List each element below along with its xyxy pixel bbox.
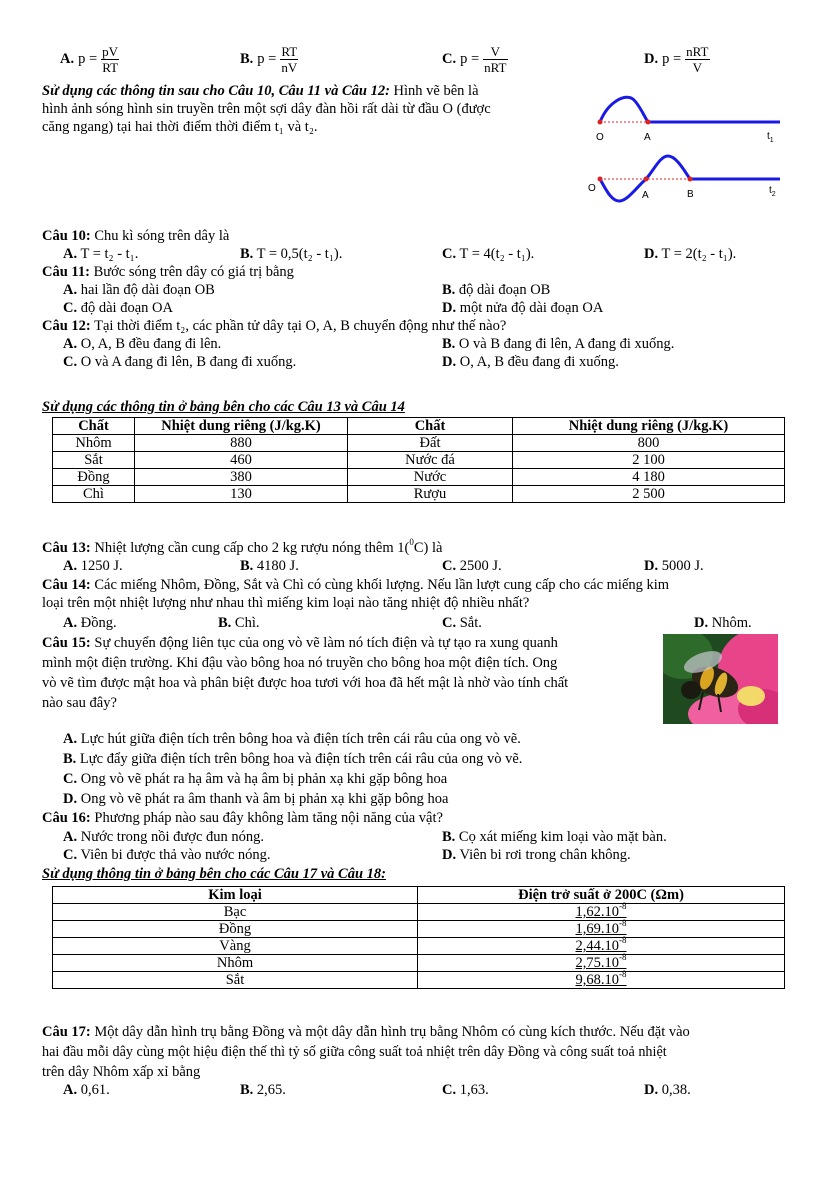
q16-option-a: [63, 829, 264, 846]
table-cell: Chì: [53, 486, 135, 503]
option-text: Lực đẩy giữa điện tích trên bông hoa và điện tích trên cái râu của ong vò vẽ.: [76, 751, 523, 767]
formula-lhs: p =: [460, 51, 480, 67]
q13-option-d: [644, 558, 704, 575]
option-text: một nửa độ dài đoạn OA: [456, 300, 604, 316]
intro-10-12-line3: căng ngang) tại hai thời điểm thời điểm t₁ và t₂.: [42, 119, 318, 135]
table-row: [53, 435, 785, 452]
option-label: B.: [442, 282, 456, 298]
option-label: C.: [442, 558, 457, 574]
q13-option-c: [442, 558, 502, 575]
resistivity-table: [52, 886, 785, 989]
q11-option-b: [442, 282, 550, 299]
question-text: Một dây dẫn hình trụ bằng Đồng và một dây dẫn hình trụ bằng Nhôm có cùng kích thước. Nếu đặt vào: [90, 1024, 690, 1040]
table-cell: 4 180: [513, 469, 785, 486]
option-label: D.: [644, 1082, 659, 1098]
option-label: C.: [442, 51, 457, 67]
option-text: T = 2(t₂ - t₁).: [658, 246, 737, 262]
table-cell: 800: [513, 435, 785, 452]
label-o-t1: O: [596, 132, 604, 143]
header-cell: Chất: [348, 418, 513, 435]
table-row: [53, 469, 785, 486]
option-label: D.: [63, 791, 78, 807]
question-text: Bước sóng trên dây có giá trị bằng: [89, 264, 294, 280]
option-label: A.: [63, 336, 78, 352]
formula-lhs: p =: [257, 51, 277, 67]
q15-option-d: [63, 791, 448, 808]
q14-option-b: [218, 615, 260, 632]
option-label: A.: [63, 829, 78, 845]
mantissa: 1,62.10: [575, 904, 619, 920]
resistivity-value: [575, 969, 627, 988]
intro-10-12-line1: [42, 83, 479, 100]
option-text: độ dài đoạn OB: [455, 282, 551, 298]
option-text: Nước trong nồi được đun nóng.: [77, 829, 265, 845]
question-label: Câu 16:: [42, 810, 91, 826]
question-text: Chu kì sóng trên dây là: [90, 228, 230, 244]
option-text: Ong vò vẽ phát ra hạ âm và hạ âm bị phản xạ khi gặp bông hoa: [77, 771, 448, 787]
q17-stem-line3: trên dây Nhôm xấp xỉ bằng: [42, 1064, 201, 1080]
table-cell: [418, 918, 785, 938]
question-label: Câu 14:: [42, 577, 91, 593]
option-text: Ong vò vẽ phát ra âm thanh và âm bị phản xạ khi gặp bông hoa: [77, 791, 449, 807]
intro-17-18: Sử dụng thông tin ở bảng bên cho các Câu 17 và Câu 18:: [42, 866, 386, 882]
q17-option-c: [442, 1082, 489, 1099]
wave-diagram: [580, 90, 790, 210]
q13-option-a: [63, 558, 123, 575]
option-text: Viên bi rơi trong chân không.: [456, 847, 631, 863]
denominator: nRT: [484, 60, 507, 75]
table-cell: Nhôm: [53, 955, 418, 972]
point-b-t2: [688, 177, 693, 182]
specific-heat-table: [52, 417, 785, 503]
option-text: T = 4(t₂ - t₁).: [456, 246, 535, 262]
header-cell: Điện trở suất ở 200C (Ωm): [418, 887, 785, 904]
q14-option-d: [694, 615, 752, 632]
table-cell: Vàng: [53, 938, 418, 955]
q17-stem-line1: [42, 1024, 690, 1041]
point-a-t1: [646, 120, 651, 125]
table-row: [53, 955, 785, 972]
header-cell: Nhiệt dung riêng (J/kg.K): [513, 418, 785, 435]
question-text: Nhiệt lượng cần cung cấp cho 2 kg rượu nóng thêm 1(: [90, 540, 410, 556]
table-row: [53, 452, 785, 469]
option-text: O và B đang đi lên, A đang đi xuống.: [455, 336, 675, 352]
option-label: B.: [218, 615, 232, 631]
q17-stem-line2: hai đầu mỗi dây cùng một hiệu điện thế thì tỷ số giữa công suất toả nhiệt trên dây Đồng và công suất toả nhiệt: [42, 1044, 667, 1060]
question-text: Các miếng Nhôm, Đồng, Sắt và Chì có cùng khối lượng. Nếu lần lượt cung cấp cho các miếng kim: [90, 577, 670, 593]
option-label: B.: [240, 246, 254, 262]
label-o-t2: O: [588, 183, 596, 194]
option-label: D.: [442, 300, 457, 316]
question-text: Phương pháp nào sau đây không làm tăng nội năng của vật?: [90, 810, 443, 826]
table-cell: [418, 969, 785, 989]
option-label: C.: [442, 246, 457, 262]
exponent: -8: [619, 969, 627, 980]
option-label: A.: [63, 558, 78, 574]
q16-option-b: [442, 829, 667, 846]
table-cell: Sắt: [53, 972, 418, 989]
table-cell: 880: [135, 435, 348, 452]
question-text: Tại thời điểm t₂, các phần tử dây tại O, A, B chuyển động như thế nào?: [90, 318, 507, 334]
option-label: D.: [442, 847, 457, 863]
q17-option-b: [240, 1082, 286, 1099]
label-a-t2: A: [642, 190, 649, 201]
q16-option-c: [63, 847, 271, 864]
q15-stem-line2: mình một điện trường. Khi đậu vào bông hoa nó truyền cho bông hoa một điện tích. Ong: [42, 655, 558, 671]
point-a-t2: [644, 177, 649, 182]
question-text: Sự chuyển động liên tục của ong vò vẽ làm nó tích điện và tự tạo ra xung quanh: [90, 635, 558, 651]
q9-option-d: [644, 44, 710, 75]
table-cell: 2 500: [513, 486, 785, 503]
option-label: B.: [442, 336, 456, 352]
table-cell: Nước: [348, 469, 513, 486]
option-text: 4180 J.: [253, 558, 299, 574]
table-cell: [418, 952, 785, 972]
q12-option-c: [63, 354, 296, 371]
q11-stem: [42, 264, 294, 281]
table-cell: Rượu: [348, 486, 513, 503]
label-a-t1: A: [644, 132, 651, 143]
option-label: A.: [63, 731, 78, 747]
option-text: Lực hút giữa điện tích trên bông hoa và điện tích trên cái râu của ong vò vẽ.: [77, 731, 521, 747]
table-row: [53, 921, 785, 938]
option-label: B.: [240, 51, 254, 67]
formula-lhs: p =: [78, 51, 98, 67]
option-label: A.: [63, 615, 78, 631]
q9-option-a: [60, 44, 119, 75]
wave-t1: [600, 97, 780, 122]
q10-option-d: [644, 246, 736, 263]
option-text: 0,61.: [77, 1082, 110, 1098]
q10-option-a: [63, 246, 138, 263]
label-t1: [767, 131, 774, 144]
table-row: [53, 904, 785, 921]
bee-on-flower-image: [663, 634, 778, 724]
table-cell: Đồng: [53, 921, 418, 938]
option-label: B.: [240, 558, 254, 574]
denominator: RT: [102, 60, 119, 75]
option-label: A.: [63, 246, 78, 262]
option-label: D.: [694, 615, 709, 631]
q16-option-d: [442, 847, 631, 864]
option-label: D.: [644, 51, 659, 67]
q9-option-c: [442, 44, 508, 75]
header-cell: Nhiệt dung riêng (J/kg.K): [135, 418, 348, 435]
formula-lhs: p =: [662, 51, 682, 67]
table-cell: Đất: [348, 435, 513, 452]
fraction: [685, 44, 709, 75]
option-text: Viên bi được thả vào nước nóng.: [77, 847, 271, 863]
option-text: 5000 J.: [658, 558, 704, 574]
numerator: pV: [102, 44, 119, 59]
q14-option-c: [442, 615, 482, 632]
denominator: nV: [281, 60, 298, 75]
option-label: A.: [60, 51, 75, 67]
question-label: Câu 12:: [42, 318, 91, 334]
option-text: Nhôm.: [708, 615, 752, 631]
option-label: B.: [240, 1082, 254, 1098]
q13-stem: [42, 537, 443, 557]
option-label: C.: [63, 847, 78, 863]
table-cell: Nhôm: [53, 435, 135, 452]
q15-stem-line1: [42, 635, 558, 652]
intro-rest: Hình vẽ bên là: [389, 83, 479, 99]
q17-option-d: [644, 1082, 691, 1099]
option-text: Sắt.: [456, 615, 482, 631]
mantissa: 2,44.10: [575, 938, 619, 954]
q15-stem-line3: vò vẽ tìm được mật hoa và phân biệt được hoa tươi với hoa đã hết mật là nhờ vào tính chất: [42, 675, 569, 691]
exponent: -8: [619, 935, 627, 946]
table-cell: [418, 901, 785, 921]
option-text: 2500 J.: [456, 558, 502, 574]
table-cell: Bạc: [53, 904, 418, 921]
option-label: A.: [63, 282, 78, 298]
table-row: [53, 972, 785, 989]
option-label: D.: [442, 354, 457, 370]
option-text: T = t₂ - t₁.: [77, 246, 139, 262]
question-label: Câu 17:: [42, 1024, 91, 1040]
q10-stem: [42, 228, 229, 245]
q16-stem: [42, 810, 443, 827]
q17-option-a: [63, 1082, 110, 1099]
fraction: [483, 44, 507, 75]
option-text: T = 0,5(t₂ - t₁).: [253, 246, 343, 262]
label-b-t2: B: [687, 189, 694, 200]
table-cell: 130: [135, 486, 348, 503]
table-header-row: [53, 418, 785, 435]
q14-option-a: [63, 615, 117, 632]
q15-option-b: [63, 751, 522, 768]
numerator: V: [483, 44, 507, 60]
option-text: 0,38.: [658, 1082, 691, 1098]
fraction: [280, 44, 298, 75]
option-text: 2,65.: [253, 1082, 286, 1098]
option-label: C.: [442, 1082, 457, 1098]
option-label: B.: [63, 751, 77, 767]
q11-option-d: [442, 300, 603, 317]
option-label: D.: [644, 246, 659, 262]
intro-13-14: Sử dụng các thông tin ở bảng bên cho các Câu 13 và Câu 14: [42, 399, 405, 415]
exponent: -8: [619, 952, 627, 963]
option-text: 1250 J.: [77, 558, 123, 574]
mantissa: 9,68.10: [575, 972, 619, 988]
numerator: RT: [281, 44, 298, 59]
q14-stem-line2: loại trên một nhiệt lượng như nhau thì miếng kim loại nào tăng nhiệt độ nhiều nhất?: [42, 595, 530, 611]
q15-stem-line4: nào sau đây?: [42, 695, 117, 711]
point-o-t2: [598, 177, 603, 182]
exponent: -8: [619, 901, 627, 912]
option-label: C.: [63, 354, 78, 370]
table-row: [53, 486, 785, 503]
option-label: C.: [63, 771, 78, 787]
q12-option-b: [442, 336, 674, 353]
q12-option-d: [442, 354, 619, 371]
table-cell: Sắt: [53, 452, 135, 469]
label-t2: [769, 185, 776, 198]
q9-option-b: [240, 44, 298, 75]
label-t2-letter: t: [769, 185, 772, 196]
q10-option-b: [240, 246, 342, 263]
question-label: Câu 15:: [42, 635, 91, 651]
header-cell: Chất: [53, 418, 135, 435]
table-header-row: [53, 887, 785, 904]
table-cell: [418, 935, 785, 955]
option-text: Cọ xát miếng kim loại vào mặt bàn.: [455, 829, 667, 845]
option-text: O và A đang đi lên, B đang đi xuống.: [77, 354, 297, 370]
option-text: O, A, B đều đang đi xuống.: [456, 354, 619, 370]
q12-option-a: [63, 336, 221, 353]
question-label: Câu 11:: [42, 264, 90, 280]
degree-superscript: 0: [409, 537, 414, 548]
option-label: D.: [644, 558, 659, 574]
option-text: Chì.: [231, 615, 260, 631]
label-t1-letter: t: [767, 131, 770, 142]
option-text: O, A, B đều đang đi lên.: [77, 336, 222, 352]
option-label: C.: [63, 300, 78, 316]
option-text: độ dài đoạn OA: [77, 300, 173, 316]
table-cell: Nước đá: [348, 452, 513, 469]
table-cell: 380: [135, 469, 348, 486]
option-label: C.: [442, 615, 457, 631]
exponent: -8: [619, 918, 627, 929]
option-text: Đồng.: [77, 615, 117, 631]
question-label: Câu 13:: [42, 540, 91, 556]
header-cell: Kim loại: [53, 887, 418, 904]
option-text: 1,63.: [456, 1082, 489, 1098]
denominator: V: [692, 60, 703, 75]
q15-option-c: [63, 771, 447, 788]
label-t2-sub: 2: [771, 191, 776, 198]
table-cell: 460: [135, 452, 348, 469]
fraction: [101, 44, 119, 75]
q11-option-c: [63, 300, 173, 317]
table-row: [53, 938, 785, 955]
label-t1-sub: 1: [769, 137, 774, 144]
mantissa: 2,75.10: [575, 955, 619, 971]
q11-option-a: [63, 282, 215, 299]
q12-stem: [42, 318, 506, 335]
table-cell: Đồng: [53, 469, 135, 486]
numerator: nRT: [686, 44, 709, 59]
q14-stem-line1: [42, 577, 669, 594]
table-cell: 2 100: [513, 452, 785, 469]
intro-bold: Sử dụng các thông tin sau cho Câu 10, Câu 11 và Câu 12:: [42, 83, 390, 99]
question-text-end: C) là: [413, 540, 443, 556]
option-text: hai lần độ dài đoạn OB: [77, 282, 215, 298]
intro-10-12-line2: hình ảnh sóng hình sin truyền trên một sợi dây đàn hồi rất dài từ đầu O (được: [42, 101, 491, 117]
point-o-t1: [598, 120, 603, 125]
q15-option-a: [63, 731, 521, 748]
q13-option-b: [240, 558, 299, 575]
option-label: B.: [442, 829, 456, 845]
option-label: A.: [63, 1082, 78, 1098]
q10-option-c: [442, 246, 534, 263]
mantissa: 1,69.10: [575, 921, 619, 937]
question-label: Câu 10:: [42, 228, 91, 244]
